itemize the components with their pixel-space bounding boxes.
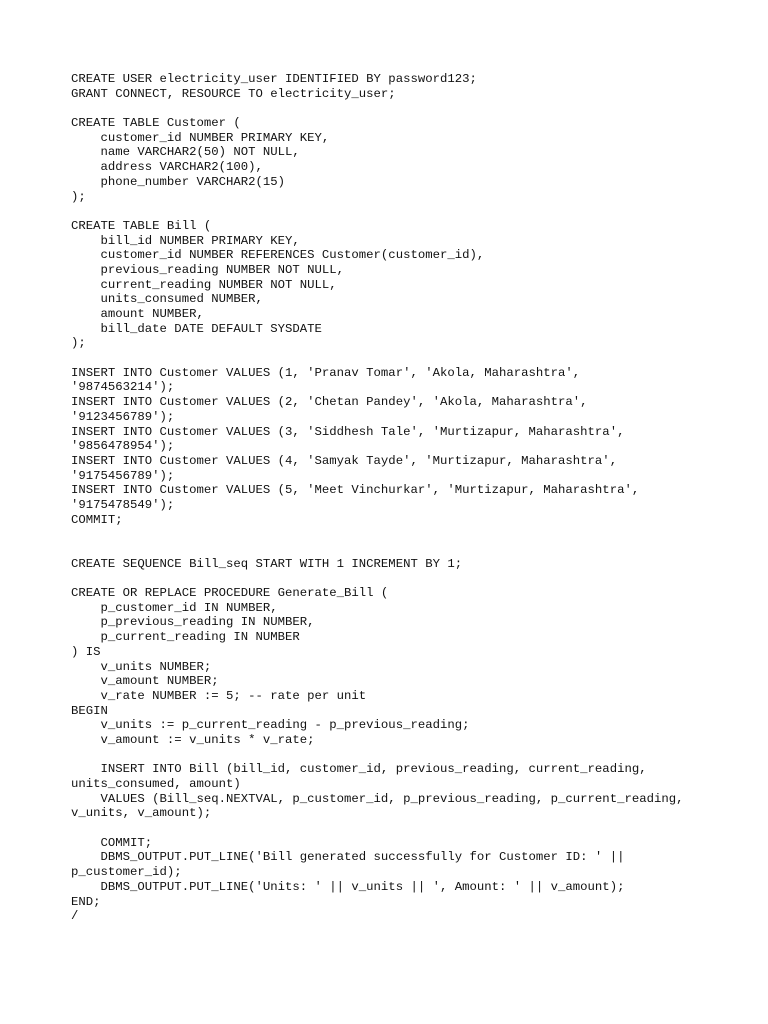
code-line: p_current_reading IN NUMBER [71, 630, 300, 645]
code-line: units_consumed, amount) [71, 777, 241, 791]
code-line: '9123456789'); [71, 409, 175, 424]
code-line: ); [71, 336, 86, 351]
code-line [71, 527, 751, 542]
code-line: current_reading NUMBER NOT NULL, [71, 277, 337, 292]
code-line: INSERT INTO Bill (bill_id, customer_id, previous_reading, current_reading, [71, 762, 647, 777]
code-line: bill_id NUMBER PRIMARY KEY, [71, 233, 300, 248]
code-line: v_rate NUMBER := 5; -- rate per unit [71, 688, 367, 703]
code-line: phone_number VARCHAR2(15) [71, 174, 286, 189]
code-line: ); [71, 189, 86, 204]
sql-code-block [71, 72, 751, 924]
code-line: CREATE OR REPLACE PROCEDURE Generate_Bill ( [71, 586, 389, 601]
code-line [71, 748, 751, 763]
code-line: bill_date DATE DEFAULT SYSDATE [71, 321, 322, 336]
code-line: v_amount NUMBER; [71, 674, 219, 689]
code-line: DBMS_OUTPUT.PUT_LINE('Units: ' || v_units || ', Amount: ' || v_amount); [71, 879, 625, 894]
code-line [71, 101, 751, 116]
code-line: VALUES (Bill_seq.NEXTVAL, p_customer_id, p_previous_reading, p_current_reading, [71, 791, 684, 806]
code-line: v_amount := v_units * v_rate; [71, 732, 315, 747]
code-line: '9874563214'); [71, 380, 175, 395]
code-line [71, 542, 751, 557]
code-line: customer_id NUMBER REFERENCES Customer(customer_id), [71, 248, 485, 263]
code-line: INSERT INTO Customer VALUES (4, 'Samyak Tayde', 'Murtizapur, Maharashtra', [71, 453, 618, 468]
code-line: INSERT INTO Customer VALUES (2, 'Chetan Pandey', 'Akola, Maharashtra', [71, 395, 588, 410]
code-line: COMMIT; [71, 835, 153, 850]
code-line: previous_reading NUMBER NOT NULL, [71, 262, 345, 277]
code-line: amount NUMBER, [71, 307, 204, 321]
code-line: BEGIN [71, 703, 108, 718]
code-line: units_consumed NUMBER, [71, 292, 263, 307]
code-line: INSERT INTO Customer VALUES (1, 'Pranav Tomar', 'Akola, Maharashtra', [71, 365, 581, 380]
code-line: END; [71, 894, 101, 909]
code-line [71, 571, 751, 586]
code-line: name VARCHAR2(50) NOT NULL, [71, 145, 300, 160]
code-line [71, 351, 751, 366]
code-line: '9856478954'); [71, 439, 175, 454]
code-line: '9175478549'); [71, 497, 175, 512]
code-line [71, 821, 751, 836]
code-line: INSERT INTO Customer VALUES (3, 'Siddhesh Tale', 'Murtizapur, Maharashtra', [71, 424, 625, 439]
code-line: address VARCHAR2(100), [71, 160, 263, 175]
code-line: COMMIT; [71, 512, 123, 527]
code-line: INSERT INTO Customer VALUES (5, 'Meet Vinchurkar', 'Murtizapur, Maharashtra', [71, 483, 640, 498]
code-line: v_units := p_current_reading - p_previous_reading; [71, 718, 470, 733]
code-line: customer_id NUMBER PRIMARY KEY, [71, 130, 330, 145]
code-line: '9175456789'); [71, 468, 175, 483]
code-line: GRANT CONNECT, RESOURCE TO electricity_user; [71, 86, 396, 101]
code-line: DBMS_OUTPUT.PUT_LINE('Bill generated successfully for Customer ID: ' || [71, 850, 625, 865]
code-line [71, 204, 751, 219]
code-line: ) IS [71, 644, 101, 659]
code-line: p_customer_id IN NUMBER, [71, 600, 278, 615]
code-line: CREATE USER electricity_user IDENTIFIED BY password123; [71, 72, 477, 86]
code-line: CREATE TABLE Bill ( [71, 218, 212, 233]
code-line: p_customer_id); [71, 865, 182, 880]
code-line: CREATE TABLE Customer ( [71, 116, 241, 131]
code-line: CREATE SEQUENCE Bill_seq START WITH 1 INCREMENT BY 1; [71, 556, 463, 571]
code-line: / [71, 909, 79, 924]
code-line: v_units, v_amount); [71, 806, 212, 821]
code-line: p_previous_reading IN NUMBER, [71, 615, 315, 630]
code-line: v_units NUMBER; [71, 659, 212, 674]
